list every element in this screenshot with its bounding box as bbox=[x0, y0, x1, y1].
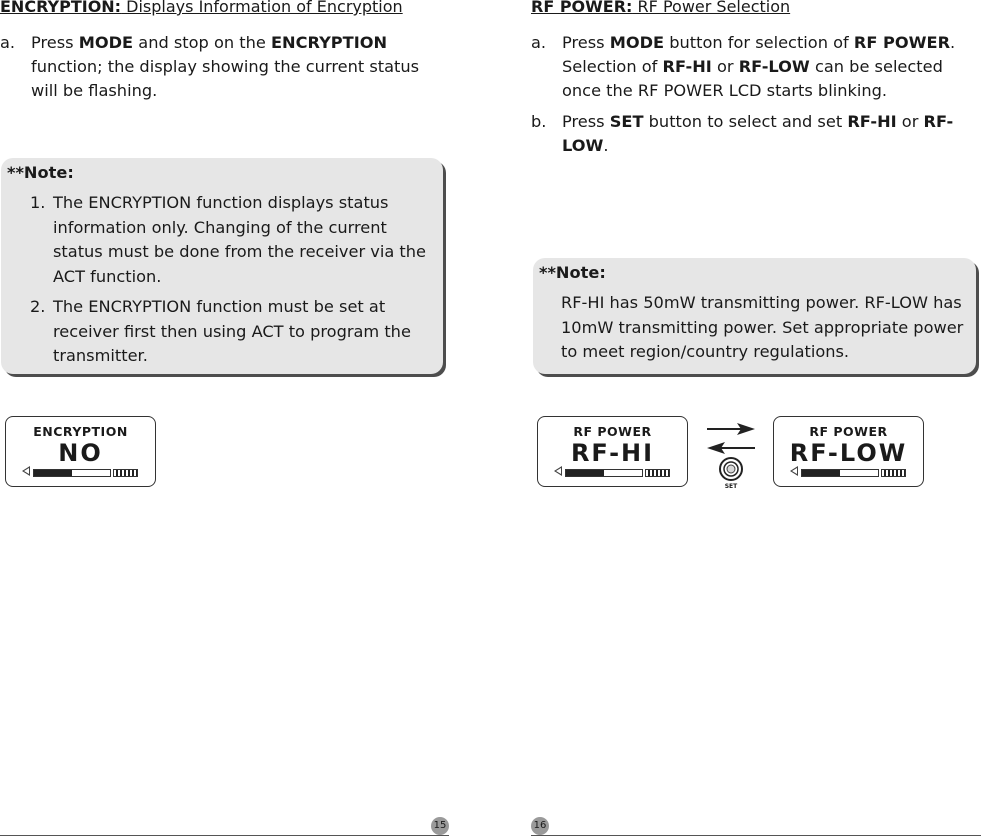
speaker-icon bbox=[554, 466, 562, 476]
level-bar bbox=[565, 469, 643, 477]
level-bar bbox=[33, 469, 111, 477]
speaker-icon bbox=[22, 466, 30, 476]
rf-power-step-b: b. Press SET button to select and set RF-HI or RF-LOW. bbox=[531, 112, 954, 155]
page-number-15: 15 bbox=[431, 817, 449, 835]
arrow-right-icon bbox=[707, 423, 755, 435]
page-number-16: 16 bbox=[531, 817, 549, 835]
rf-hi-lcd-display bbox=[537, 416, 688, 487]
note-item: 2. The ENCRYPTION function must be set at receiver first then using ACT to program the transmitter. bbox=[30, 297, 411, 365]
battery-icon bbox=[113, 469, 138, 477]
set-button-label: SET bbox=[724, 483, 738, 490]
encryption-lcd-display bbox=[5, 416, 156, 487]
lcd-value: RF-LOW bbox=[789, 439, 908, 467]
encryption-heading: ENCRYPTION: Displays Information of Encryption bbox=[0, 0, 403, 16]
set-button-icon bbox=[718, 456, 744, 482]
rf-power-heading: RF POWER: RF Power Selection bbox=[531, 0, 791, 16]
note-text: RF-HI has 50mW transmitting power. RF-LOW has 10mW transmitting power. Set appropriate power to meet region/country regulations. bbox=[561, 293, 964, 361]
footer-rule-left bbox=[0, 835, 449, 836]
lcd-value: NO bbox=[58, 439, 103, 467]
lcd-title: RF POWER bbox=[573, 424, 652, 439]
lcd-value: RF-HI bbox=[570, 439, 655, 467]
note-title: **Note: bbox=[7, 163, 74, 182]
note-title: **Note: bbox=[539, 263, 606, 282]
encryption-note-box bbox=[1, 158, 443, 374]
rf-power-step-a: a. Press MODE button for selection of RF POWER. Selection of RF-HI or RF-LOW can be selected once the RF POWER LCD starts blinking. bbox=[531, 33, 956, 100]
rf-power-note-box bbox=[533, 258, 976, 374]
arrow-left-icon bbox=[707, 442, 755, 454]
note-item: 1. The ENCRYPTION function displays status information only. Changing of the current status must be done from the receiver via the ACT function. bbox=[30, 193, 426, 286]
battery-icon bbox=[645, 469, 670, 477]
rf-low-lcd-display bbox=[773, 416, 924, 487]
speaker-icon bbox=[790, 466, 798, 476]
lcd-title: ENCRYPTION bbox=[33, 424, 128, 439]
lcd-title: RF POWER bbox=[809, 424, 888, 439]
footer-rule-right bbox=[531, 835, 981, 836]
encryption-step-a: a. Press MODE and stop on the ENCRYPTION function; the display showing the current status will be flashing. bbox=[0, 33, 420, 100]
battery-icon bbox=[881, 469, 906, 477]
level-bar bbox=[801, 469, 879, 477]
